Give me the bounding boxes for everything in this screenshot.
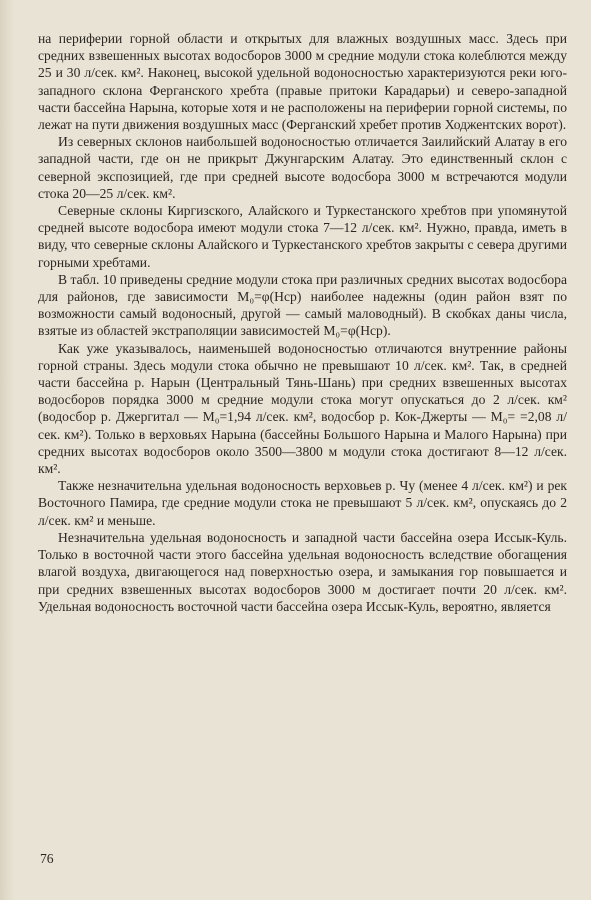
page-number: 76 xyxy=(40,851,54,866)
paragraph-chu-pamir: Также незначительна удельная водоносность верховьев р. Чу (менее 4 л/сек. км²) и рек Восточного Памира, где средние модули стока не превышают 5 л/сек. км², опускаясь до 2 л/сек. км² и меньше. xyxy=(38,478,567,528)
paragraph-continued: на периферии горной области и открытых для влажных воздушных масс. Здесь при средних взвешенных высотах водосборов 3000 м средние модули стока колеблются между 25 и 30 л/сек. км². Наконец, высокой удельной водоносностью характеризуются реки юго-западного склона Ферганского хребта (правые притоки Карадарьи) и северо-западной части бассейна Нарына, которые хотя и не расположены на периферии горной системы, по лежат на пути движения воздушных масс (Ферганский хребет против Ходжентских ворот). xyxy=(38,31,567,133)
paragraph-north-ranges: Северные склоны Киргизского, Алайского и Туркестанского хребтов при упомянутой средней высоте водосбора имеют модули стока 7—12 л/сек. км². Нужно, правда, иметь в виду, что северные склоны Алайского и Туркестанского хребтов закрыты с севера другими горными хребтами. xyxy=(38,203,567,270)
paragraph-issyk-kul: Незначительна удельная водоносность и западной части бассейна озера Иссык-Куль. Только в восточной части этого бассейна удельная водоносность вследствие обогащения влагой воздуха, двигающегося над поверхностью озера, и замыкания гор повышается и при средних взвешенных высотах водосборов 3000 м достигает почти 20 л/сек. км². Удельная водоносность восточной части бассейна озера Иссык-Куль, вероятно, является xyxy=(38,529,567,614)
paragraph-inner-regions: Как уже указывалось, наименьшей водоносностью отличаются внутренние районы горной страны. Здесь модули стока обычно не превышают 10 л/сек. км². Так, в средней части бассейна р. Нарын (Центральный Тянь-Шань) при средних взвешенных высотах водосборов порядка 3000 м средние модули стока могут опускаться до 2 л/сек. км² (водосбор р. Джергитал — M₀=1,94 л/сек. км², водосбор р. Кок-Джерты — M₀= =2,08 л/сек. км²). Только в верховьях Нарына (бассейны Большого Нарына и Малого Нарына) при средних высотах водосборов около 3500—3800 м модули стока достигают 8—12 л/сек. км². xyxy=(38,340,567,477)
paragraph-northern-slopes: Из северных склонов наибольшей водоносностью отличается Заилийский Алатау в его западной части, где он не прикрыт Джунгарским Алатау. Это единственный склон с северной экспозицией, где при средней высоте водосбора 3000 м встречаются модули стока 20—25 л/сек. км². xyxy=(38,134,567,201)
paragraph-table-10: В табл. 10 приведены средние модули стока при различных средних высотах водосбора для районов, где зависимости M₀=φ(Hср) наиболее надежны (один район взят по возможности самый водоносный, другой — самый маловодный). В скобках даны числа, взятые из областей экстраполяции зависимостей M₀=φ(Hср). xyxy=(38,271,567,339)
